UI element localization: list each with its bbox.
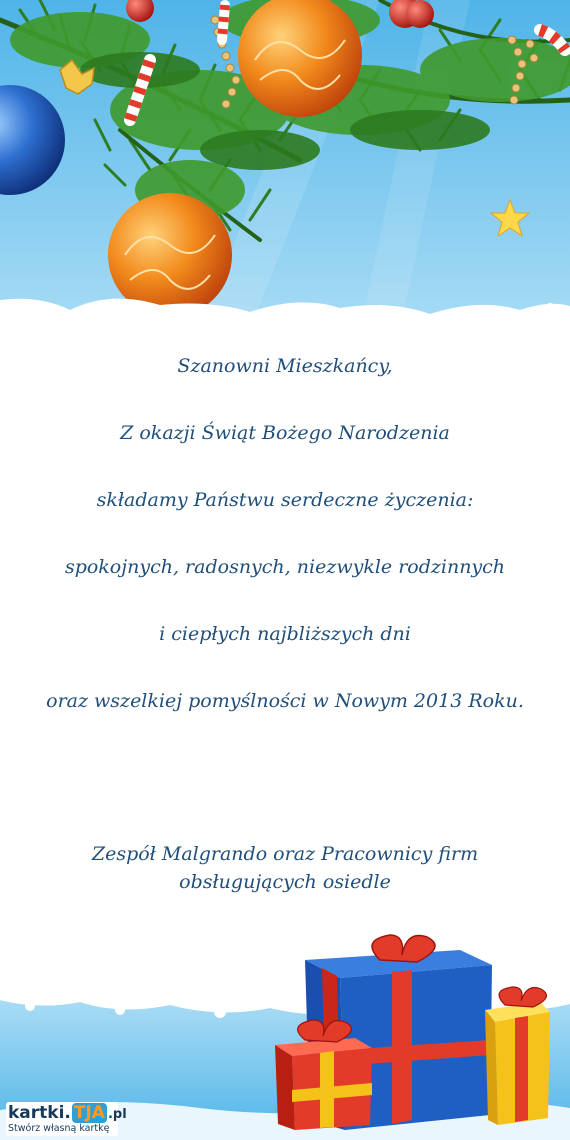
logo-suffix: .pl: [107, 1107, 127, 1122]
signature-line: obsługujących osiedle: [179, 871, 391, 893]
christmas-decoration-top: [0, 0, 570, 330]
signature: [0, 840, 570, 896]
greeting-message: [0, 355, 570, 713]
logo-tagline: Stwórz własną kartkę: [8, 1123, 110, 1134]
kartki-logo[interactable]: [6, 1102, 127, 1136]
message-line: składamy Państwu serdeczne życzenia:: [96, 489, 474, 511]
logo-wordmark: [8, 1103, 127, 1123]
gift-box-icon: [275, 935, 550, 1130]
logo-badge: TJA: [73, 1103, 105, 1123]
message-line: spokojnych, radosnych, niezwykle rodzinnych: [64, 556, 506, 578]
message-line: oraz wszelkiej pomyślności w Nowym 2013 Roku.: [46, 690, 524, 712]
logo-prefix: kartki.: [8, 1103, 71, 1123]
message-line: Z okazji Świąt Bożego Narodzenia: [120, 422, 450, 444]
signature-line: Zespół Malgrando oraz Pracownicy firm: [91, 843, 479, 865]
greeting-line: Szanowni Mieszkańcy,: [177, 355, 393, 377]
message-line: i ciepłych najbliższych dni: [159, 623, 411, 645]
